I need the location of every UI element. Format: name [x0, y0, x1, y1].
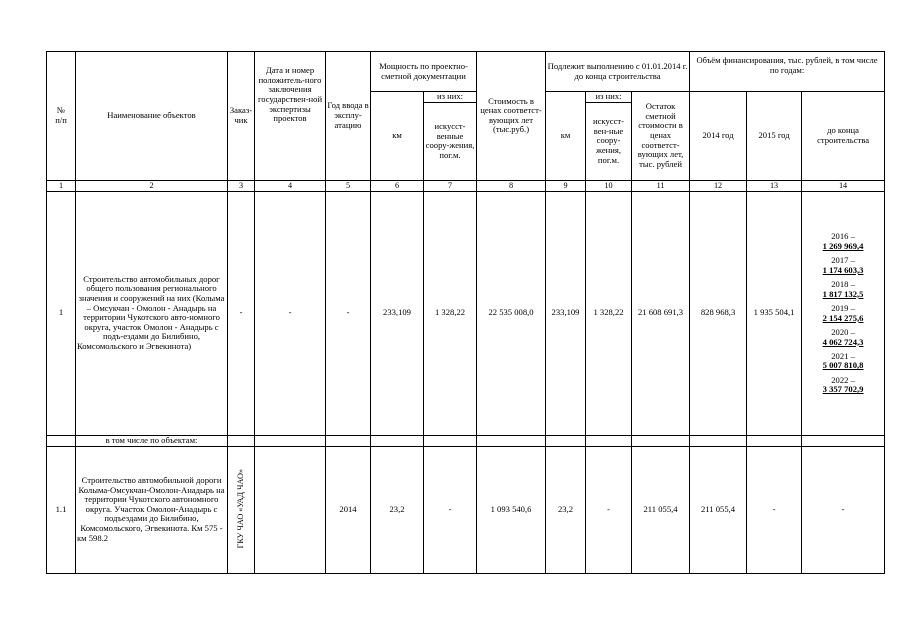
- subheader-row: [47, 435, 885, 446]
- header-name: Наименование объектов: [76, 52, 228, 181]
- col-number: 2: [76, 180, 228, 191]
- row-artificial2: -: [586, 446, 632, 573]
- year-value: 2 154 275,6: [822, 312, 864, 323]
- row-cost: 1 093 540,6: [477, 446, 546, 573]
- col-number: 10: [586, 180, 632, 191]
- col-number: 1: [47, 180, 76, 191]
- header-2014: 2014 год: [690, 92, 747, 181]
- row-km: 23,2: [371, 446, 424, 573]
- col-number: 6: [371, 180, 424, 191]
- row-year-input: 2014: [326, 446, 371, 573]
- header-km2: км: [546, 92, 586, 181]
- table-row-main: [47, 191, 885, 435]
- table-row-object: [47, 446, 885, 573]
- year-entry: [803, 256, 883, 275]
- col-number: 5: [326, 180, 371, 191]
- row-2014: 828 968,3: [690, 191, 747, 435]
- header-year-input: Год ввода в эксплу-атацию: [326, 52, 371, 181]
- row-by-years: [802, 191, 885, 435]
- subheader-empty: [47, 435, 76, 446]
- column-numbers-row: [47, 180, 885, 191]
- row-customer: [228, 446, 255, 573]
- row-remaining-cost: 211 055,4: [632, 446, 690, 573]
- header-num: № п/п: [47, 52, 76, 181]
- year-value: 4 062 724,3: [822, 336, 864, 347]
- row-name: Строительство автомобильной дороги Колыма-Омсукчан-Омолон-Анадырь на территории Чукотского автономного округа. Участок Омолон-Анадырь с подъездами до Билибино, Комсомольского, Эгвекинота. Км 575 - км 598.2: [76, 446, 228, 573]
- col-number: 11: [632, 180, 690, 191]
- year-value: 1 817 132,5: [822, 288, 864, 299]
- row-artificial: -: [424, 446, 477, 573]
- header-funding-group: Объём финансирования, тыс. рублей, в том числе по годам:: [690, 52, 885, 92]
- header-to-end: до конца строительства: [802, 92, 885, 181]
- year-value: 1 174 603,3: [822, 264, 864, 275]
- col-number: 8: [477, 180, 546, 191]
- col-number: 7: [424, 180, 477, 191]
- row-artificial2: 1 328,22: [586, 191, 632, 435]
- year-entry: [803, 232, 883, 251]
- col-number: 14: [802, 180, 885, 191]
- row-2014: 211 055,4: [690, 446, 747, 573]
- row-artificial: 1 328,22: [424, 191, 477, 435]
- year-label: 2017 –: [831, 255, 855, 266]
- row-km: 233,109: [371, 191, 424, 435]
- row-to-end: -: [802, 446, 885, 573]
- year-label: 2022 –: [831, 374, 855, 385]
- header-artificial: искусст-венные соору-жения, пог.м.: [424, 102, 477, 180]
- year-value: 1 269 969,4: [822, 240, 864, 251]
- row-customer: -: [228, 191, 255, 435]
- header-of-them2: из них:: [586, 92, 632, 103]
- row-cost: 22 535 008,0: [477, 191, 546, 435]
- col-number: 9: [546, 180, 586, 191]
- header-of-them: из них:: [424, 92, 477, 103]
- row-num: 1.1: [47, 446, 76, 573]
- row-expertise: -: [255, 191, 326, 435]
- header-expertise: Дата и номер положитель-ного заключения государствен-ной экспертизы проектов: [255, 52, 326, 181]
- row-km2: 23,2: [546, 446, 586, 573]
- year-entry: [803, 280, 883, 299]
- row-expertise: [255, 446, 326, 573]
- header-row-1: [47, 52, 885, 92]
- year-label: 2018 –: [831, 279, 855, 290]
- subheader-label: в том числе по объектам:: [76, 435, 228, 446]
- year-entry: [803, 376, 883, 395]
- year-value: 5 007 810,8: [822, 360, 864, 371]
- col-number: 13: [747, 180, 802, 191]
- customer-vertical-text: ГКУ ЧАО «УАД ЧАО»: [235, 468, 245, 548]
- row-name: Строительство автомобильных дорог общего пользования регионального значения и сооружений на них (Колыма – Омсукчан - Омолон - Анадырь на территории Чукотского авто-номного округа, участок Омолон - Анадырь с подъ-ездами до Билибино, Комсомольского и Эгвекинота): [76, 191, 228, 435]
- header-capacity-group: Мощность по проектно-сметной документации: [371, 52, 477, 92]
- header-remaining-group: Подлежит выполнению с 01.01.2014 г. до конца строительства: [546, 52, 690, 92]
- header-remaining-cost: Остаток сметной стоимости в ценах соответст-вующих лет, тыс. рублей: [632, 92, 690, 181]
- row-km2: 233,109: [546, 191, 586, 435]
- header-customer: Заказ- чик: [228, 52, 255, 181]
- year-entry: [803, 328, 883, 347]
- col-number: 4: [255, 180, 326, 191]
- year-entry: [803, 304, 883, 323]
- row-remaining-cost: 21 608 691,3: [632, 191, 690, 435]
- year-value: 3 357 702,9: [822, 384, 864, 395]
- header-cost: Стоимость в ценах соответст-вующих лет (тыс.руб.): [477, 52, 546, 181]
- year-label: 2021 –: [831, 350, 855, 361]
- row-num: 1: [47, 191, 76, 435]
- row-2015: -: [747, 446, 802, 573]
- header-km: км: [371, 92, 424, 181]
- header-artificial2: искусст-вен-ные соору-жения, пог.м.: [586, 102, 632, 180]
- col-number: 3: [228, 180, 255, 191]
- investment-table: [46, 51, 885, 574]
- row-2015: 1 935 504,1: [747, 191, 802, 435]
- col-number: 12: [690, 180, 747, 191]
- year-label: 2020 –: [831, 327, 855, 338]
- row-year-input: -: [326, 191, 371, 435]
- year-label: 2016 –: [831, 231, 855, 242]
- year-label: 2019 –: [831, 303, 855, 314]
- year-entry: [803, 352, 883, 371]
- header-2015: 2015 год: [747, 92, 802, 181]
